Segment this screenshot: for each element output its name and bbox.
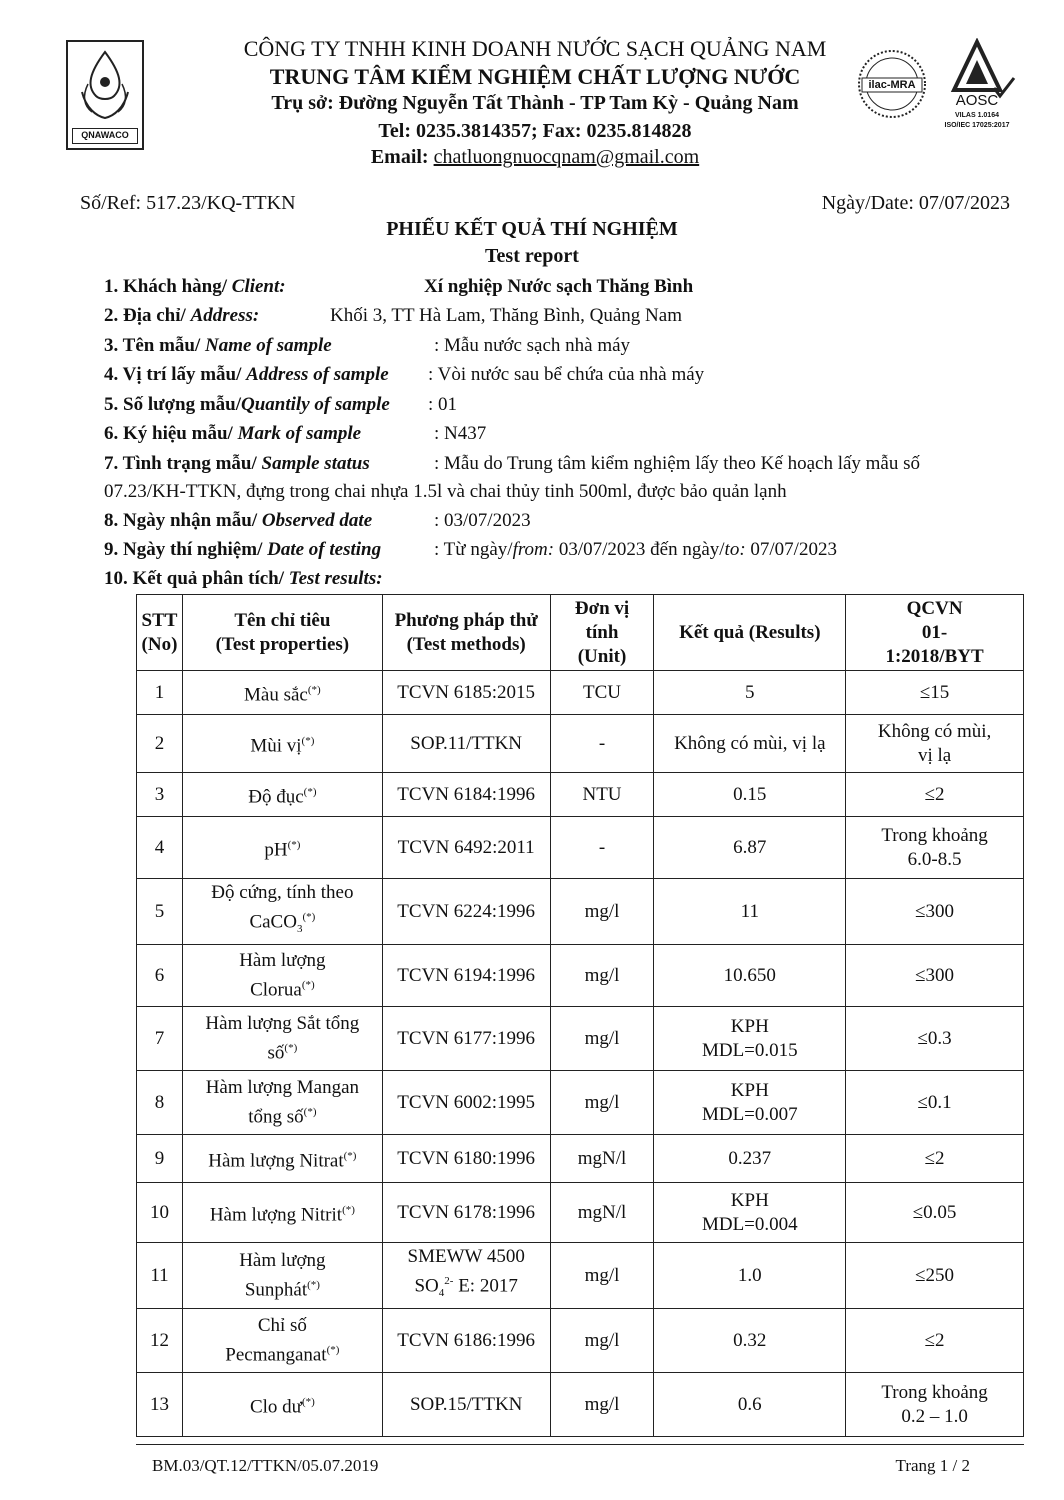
iso-label: ISO/IEC 17025:2017 <box>944 122 1010 129</box>
table-row: 7 Hàm lượng Sắt tổng số(*) TCVN 6177:1996 mg/l KPH MDL=0.015 ≤0.3 <box>137 1007 1024 1071</box>
report-title: PHIẾU KẾT QUẢ THÍ NGHIỆM <box>386 218 678 240</box>
table-row: 9 Hàm lượng Nitrat(*) TCVN 6180:1996 mgN/l 0.237 ≤2 <box>137 1135 1024 1183</box>
info-results-heading: 10. Kết quả phân tích/ Test results: <box>104 568 383 589</box>
header-tel-fax: Tel: 0235.3814357; Fax: 0235.814828 <box>378 120 692 142</box>
mark-value: : N437 <box>434 423 487 444</box>
info-sample-location: 4. Vị trí lấy mẫu/ Address of sample : Vòi nước sau bể chứa của nhà máy <box>104 364 705 385</box>
table-row: 6 Hàm lượng Clorua(*) TCVN 6194:1996 mg/l 10.650 ≤300 <box>137 945 1024 1007</box>
results-table <box>136 594 1024 1437</box>
email-label: Email: <box>370 146 429 168</box>
page-number: Trang 1 / 2 <box>895 1456 970 1475</box>
ilac-mra-logo <box>856 48 928 120</box>
header-stt: STT (No) <box>137 595 183 671</box>
table-row: 13 Clo dư(*) SOP.15/TTKN mg/l 0.6 Trong khoảng 0.2 – 1.0 <box>137 1373 1024 1437</box>
form-code: BM.03/QT.12/TTKN/05.07.2019 <box>152 1456 379 1475</box>
header-method: Phương pháp thử (Test methods) <box>382 595 550 671</box>
received-date-value: : 03/07/2023 <box>434 510 531 531</box>
info-status: 7. Tình trạng mẫu/ Sample status : Mẫu do Trung tâm kiểm nghiệm lấy theo Kế hoạch lấy mẫu số <box>104 453 921 474</box>
quantity-value: : 01 <box>428 394 458 415</box>
table-row: 8 Hàm lượng Mangan tổng số(*) TCVN 6002:1995 mg/l KPH MDL=0.007 ≤0.1 <box>137 1071 1024 1135</box>
table-header-row <box>137 595 1024 671</box>
header-address: Trụ sở: Đường Nguyễn Tất Thành - TP Tam Kỳ - Quảng Nam <box>271 92 799 114</box>
ilac-label: ilac-MRA <box>868 79 916 91</box>
table-row: 1 Màu sắc(*) TCVN 6185:2015 TCU 5 ≤15 <box>137 671 1024 715</box>
header-standard: QCVN 01- 1:2018/BYT <box>846 595 1024 671</box>
vilas-label: VILAS 1.0164 <box>955 112 999 119</box>
info-testing-date: 9. Ngày thí nghiệm/ Date of testing : Từ ngày/from: 03/07/2023 đến ngày/to: 07/07/2023 <box>104 539 837 560</box>
report-subtitle: Test report <box>485 245 579 267</box>
table-row: 11 Hàm lượng Sunphát(*) SMEWW 4500 $SO_4^{2-}$ E: 2017 mg/l 1.0 ≤250 <box>137 1243 1024 1309</box>
info-mark: 6. Ký hiệu mẫu/ Mark of sample : N437 <box>104 423 487 444</box>
client-value: Xí nghiệp Nước sạch Thăng Bình <box>424 276 694 297</box>
company-name: CÔNG TY TNHH KINH DOANH NƯỚC SẠCH QUẢNG NAM <box>243 36 827 61</box>
header-property: Tên chỉ tiêu (Test properties) <box>182 595 382 671</box>
table-row: 5 Độ cứng, tính theo CaCO$_3$(*) TCVN 6224:1996 mg/l 11 ≤300 <box>137 879 1024 945</box>
header-result: Kết quả (Results) <box>654 595 846 671</box>
reference-number: Số/Ref: 517.23/KQ-TTKN <box>80 192 296 214</box>
company-logo <box>66 40 144 150</box>
table-row: 10 Hàm lượng Nitrit(*) TCVN 6178:1996 mgN/l KPH MDL=0.004 ≤0.05 <box>137 1183 1024 1243</box>
email-link[interactable]: chatluongnuocqnam@gmail.com <box>433 146 700 168</box>
table-row: 3 Độ đục(*) TCVN 6184:1996 NTU 0.15 ≤2 <box>137 773 1024 817</box>
logo-wordmark: QNAWACO <box>72 128 138 144</box>
address-value: Khối 3, TT Hà Lam, Thăng Bình, Quảng Nam <box>330 305 682 326</box>
sample-name-value: : Mẫu nước sạch nhà máy <box>434 335 631 356</box>
info-sample-name: 3. Tên mẫu/ Name of sample : Mẫu nước sạch nhà máy <box>104 335 631 356</box>
info-address: 2. Địa chỉ/ Address: Khối 3, TT Hà Lam, Thăng Bình, Quảng Nam <box>104 305 682 326</box>
aosc-label: AOSC <box>955 92 999 109</box>
header-unit: Đơn vị tính (Unit) <box>550 595 654 671</box>
header-email <box>140 146 930 169</box>
status-value-line1: : Mẫu do Trung tâm kiểm nghiệm lấy theo Kế hoạch lấy mẫu số <box>434 453 921 474</box>
table-row: 2 Mùi vị(*) SOP.11/TTKN - Không có mùi, vị lạ Không có mùi, vị lạ <box>137 715 1024 773</box>
table-row: 4 pH(*) TCVN 6492:2011 - 6.87 Trong khoảng 6.0-8.5 <box>137 817 1024 879</box>
testing-date-value: : Từ ngày/from: 03/07/2023 đến ngày/to: 07/07/2023 <box>434 539 837 560</box>
table-row: 12 Chỉ số Pecmanganat(*) TCVN 6186:1996 mg/l 0.32 ≤2 <box>137 1309 1024 1373</box>
report-date: Ngày/Date: 07/07/2023 <box>821 192 1010 214</box>
footer-divider <box>136 1444 1024 1445</box>
info-quantity: 5. Số lượng mẫu/Quantily of sample : 01 <box>104 394 458 415</box>
aosc-logo <box>934 38 1020 134</box>
info-received-date: 8. Ngày nhận mẫu/ Observed date : 03/07/2023 <box>104 510 531 531</box>
info-client: 1. Khách hàng/ Client: Xí nghiệp Nước sạch Thăng Bình <box>104 276 694 297</box>
sample-location-value: : Vòi nước sau bể chứa của nhà máy <box>428 364 705 385</box>
center-name: TRUNG TÂM KIỂM NGHIỆM CHẤT LƯỢNG NƯỚC <box>269 64 801 89</box>
status-value-line2: 07.23/KH-TTKN, đựng trong chai nhựa 1.5l và chai thủy tinh 500ml, được bảo quản lạnh <box>104 481 787 502</box>
